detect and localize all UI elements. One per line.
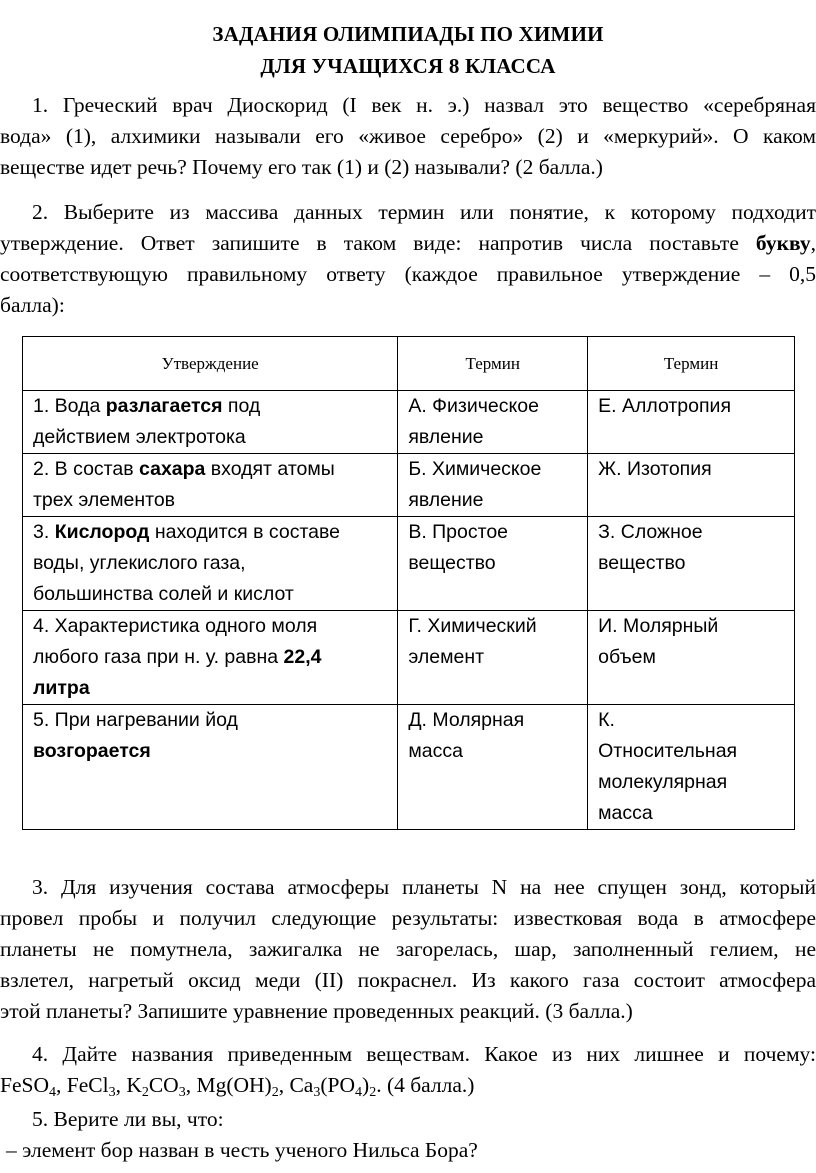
statement-cell: 1. Вода разлагается под действием электротока [23,391,398,454]
statement-cell: 2. В состав сахара входят атомы трех элементов [23,454,398,517]
table-row [23,705,795,830]
term-cell: Е. Аллотропия [588,391,795,454]
table-header-row [23,337,795,391]
q5-line: 5. Верите ли вы, что: [32,1107,224,1131]
table-row [23,391,795,454]
term-cell: К. Относительная молекулярная масса [588,705,795,830]
question-4 [0,1039,816,1101]
q3-line: провел пробы и получил следующие результаты: известковая вода в атмосфере [0,906,816,930]
q3-line: этой планеты? Запишите уравнение проведенных реакций. (3 балла.) [0,999,633,1023]
q2-bold-word: букву [755,231,811,255]
term-cell: Ж. Изотопия [588,454,795,517]
term-cell: З. Сложное вещество [588,517,795,611]
page-subtitle: ДЛЯ УЧАЩИХСЯ 8 КЛАССА [260,54,556,78]
table-row [23,611,795,705]
term-cell: Д. Молярная масса [398,705,588,830]
q5-line: – элемент бор назван в честь ученого Нильса Бора? [6,1138,478,1162]
question-1 [0,90,816,183]
column-header: Термин [398,337,588,391]
q2-line: 2. Выберите из массива данных термин или понятие, к которому подходит [32,200,816,224]
q1-line: 1. Греческий врач Диоскорид (I век н. э.) назвал это вещество «серебряная [32,93,816,117]
q1-line: веществе идет речь? Почему его так (1) и (2) называли? (2 балла.) [0,155,603,179]
q2-comma: , [810,231,816,255]
statement-cell: 5. При нагревании йод возгорается [23,705,398,830]
column-header: Утверждение [23,337,398,391]
term-cell: А. Физическое явление [398,391,588,454]
question-3 [0,872,816,1027]
page-title: ЗАДАНИЯ ОЛИМПИАДЫ ПО ХИМИИ [212,22,604,46]
term-cell: Б. Химическое явление [398,454,588,517]
q2-line: балла): [0,293,65,317]
q2-text: утверждение. Ответ запишите в таком виде: напротив числа поставьте [0,231,756,255]
terms-table [22,336,795,830]
question-5 [0,1104,816,1166]
q3-line: 3. Для изучения состава атмосферы планеты N на нее спущен зонд, который [32,875,816,899]
term-cell: Г. Химический элемент [398,611,588,705]
statement-cell: 3. Кислород находится в составе воды, углекислого газа, большинства солей и кислот [23,517,398,611]
statement-cell: 4. Характеристика одного моля любого газа при н. у. равна 22,4 литра [23,611,398,705]
q4-formulas: FeSO$_4$, FeCl$_3$, $K_2CO_3$, $Mg(OH)_2$, $Ca_3(PO_4)_2$. (4 балла.) [0,1073,475,1100]
q2-line: соответствующую правильному ответу (каждое правильное утверждение – 0,5 [0,262,816,286]
q3-line: взлетел, нагретый оксид меди (II) покраснел. Из какого газа состоит атмосфера [0,968,816,992]
table-row [23,517,795,611]
column-header: Термин [588,337,795,391]
term-cell: И. Молярный объем [588,611,795,705]
q1-line: вода» (1), алхимики называли его «живое серебро» (2) и «меркурий». О каком [0,124,816,148]
table-row [23,454,795,517]
term-cell: В. Простое вещество [398,517,588,611]
question-2 [0,197,816,321]
q4-line: 4. Дайте названия приведенным веществам. Какое из них лишнее и почему: [32,1042,816,1066]
q2-line [0,228,816,259]
q3-line: планеты не помутнела, зажигалка не загорелась, шар, заполненный гелием, не [0,937,816,961]
